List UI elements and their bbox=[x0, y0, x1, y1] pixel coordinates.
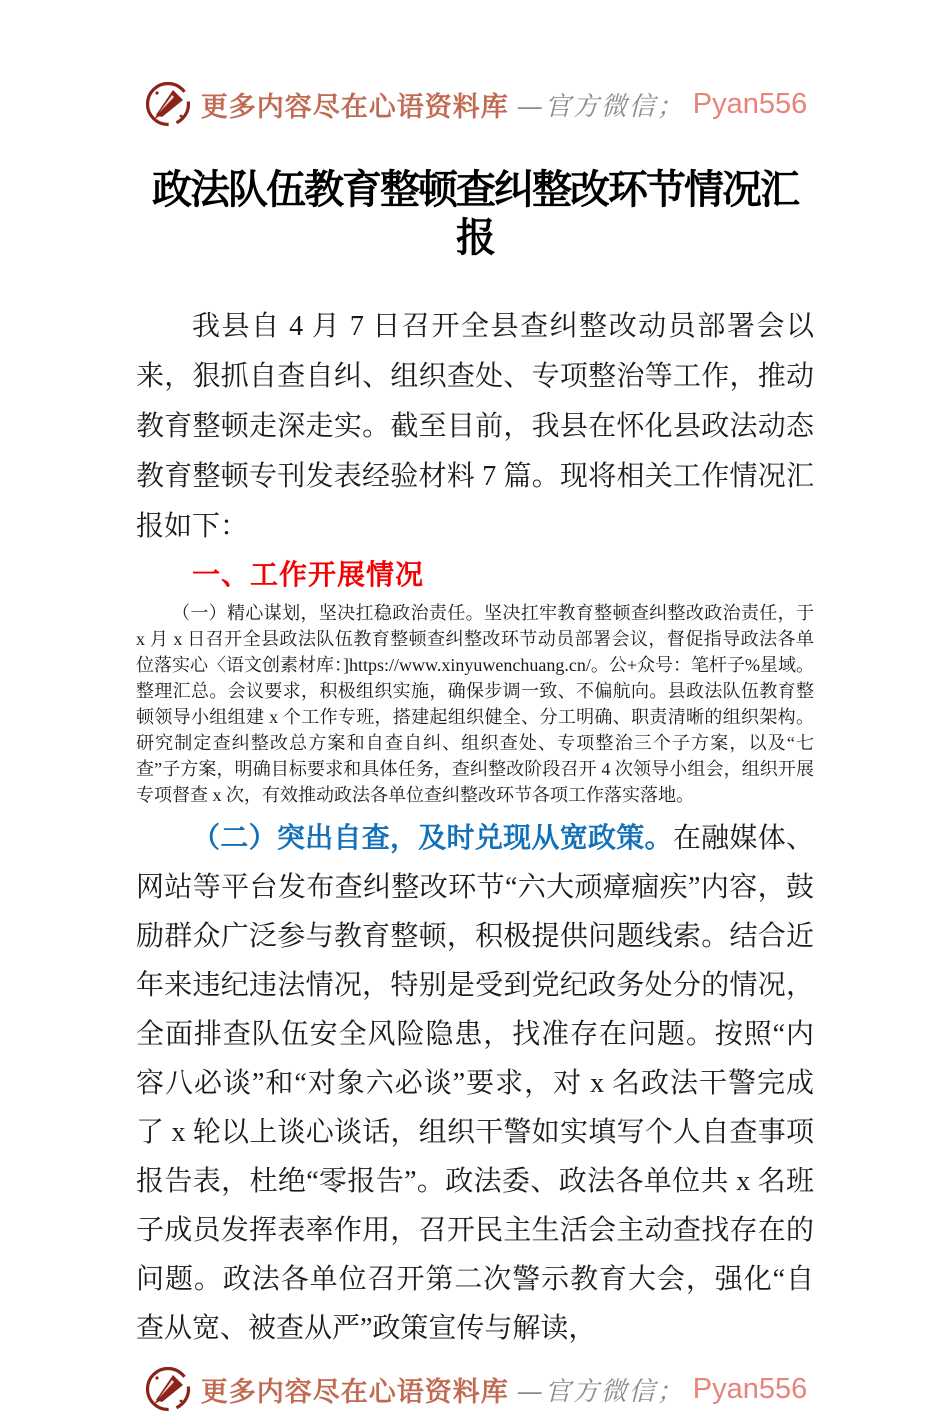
intro-paragraph: 我县自 4 月 7 日召开全县查纠整改动员部署会以来，狠抓自查自纠、组织查处、专项整治等工作，推动教育整顿走深走实。截至目前，我县在怀化县政法动态教育整顿专刊发表经验材料 7 篇。现将相关工作情况汇报如下： bbox=[136, 311, 814, 542]
watermark-brand-text: 更多内容尽在心语资料库 bbox=[200, 1376, 509, 1407]
header-watermark bbox=[136, 76, 814, 132]
watermark-wechat-id: Pyan556 bbox=[692, 87, 808, 120]
watermark-brand-text: 更多内容尽在心语资料库 bbox=[200, 91, 509, 122]
watermark-separator-text: —官方微信； bbox=[516, 91, 685, 122]
section-1-heading: 一、工作开展情况 bbox=[192, 559, 425, 590]
pen-seal-icon bbox=[143, 78, 193, 130]
subsection-2-body: 在融媒体、网站等平台发布查纠整改环节“六大顽瘴痼疾”内容，鼓励群众广泛参与教育整顿，积极提供问题线索。结合近年来违纪违法情况，特别是受到党纪政务处分的情况，全面排查队伍安全风险隐患，找准存在问题。按照“内容八必谈”和“对象六必谈”要求，对 x 名政法干警完成了 x 轮以上谈心谈话，组织干警如实填写个人自查事项报告表，杜绝“零报告”。政法委、政法各单位共 x 名班子成员发挥表率作用，召开民主生活会主动查找存在的问题。政法各单位召开第二次警示教育大会，强化“自查从宽、被查从严”政策宣传与解读， bbox=[136, 823, 814, 1344]
document-body bbox=[136, 166, 814, 1353]
pen-seal-icon bbox=[143, 1363, 193, 1415]
footer-watermark bbox=[136, 1361, 814, 1417]
subsection-2-lead: （二）突出自查，及时兑现从宽政策。 bbox=[192, 823, 673, 854]
document-title: 政法队伍教育整顿查纠整改环节情况汇报 bbox=[152, 167, 798, 260]
watermark-separator-text: —官方微信； bbox=[516, 1376, 685, 1407]
watermark-wechat-id: Pyan556 bbox=[692, 1372, 808, 1405]
subsection-2-paragraph bbox=[136, 814, 814, 1353]
subsection-1-paragraph: （一）精心谋划，坚决扛稳政治责任。坚决扛牢教育整顿查纠整改政治责任，于 x 月 x 日召开全县政法队伍教育整顿查纠整改环节动员部署会议，督促指导政法各单位落实心〈语文创素材库：]https://www.xinyuwenchuang.cn/。公+众号：笔杆子%星域。整理汇总。会议要求，积极组织实施，确保步调一致、不偏航向。县政法队伍教育整顿领导小组组建 x 个工作专班，搭建起组织健全、分工明确、职责清晰的组织架构。研究制定查纠整改总方案和自查自纠、组织查处、专项整治三个子方案，以及“七查”子方案，明确目标要求和具体任务，查纠整改阶段召开 4 次领导小组会，组织开展专项督查 x 次，有效推动政法各单位查纠整改环节各项工作落实落地。 bbox=[136, 603, 814, 805]
